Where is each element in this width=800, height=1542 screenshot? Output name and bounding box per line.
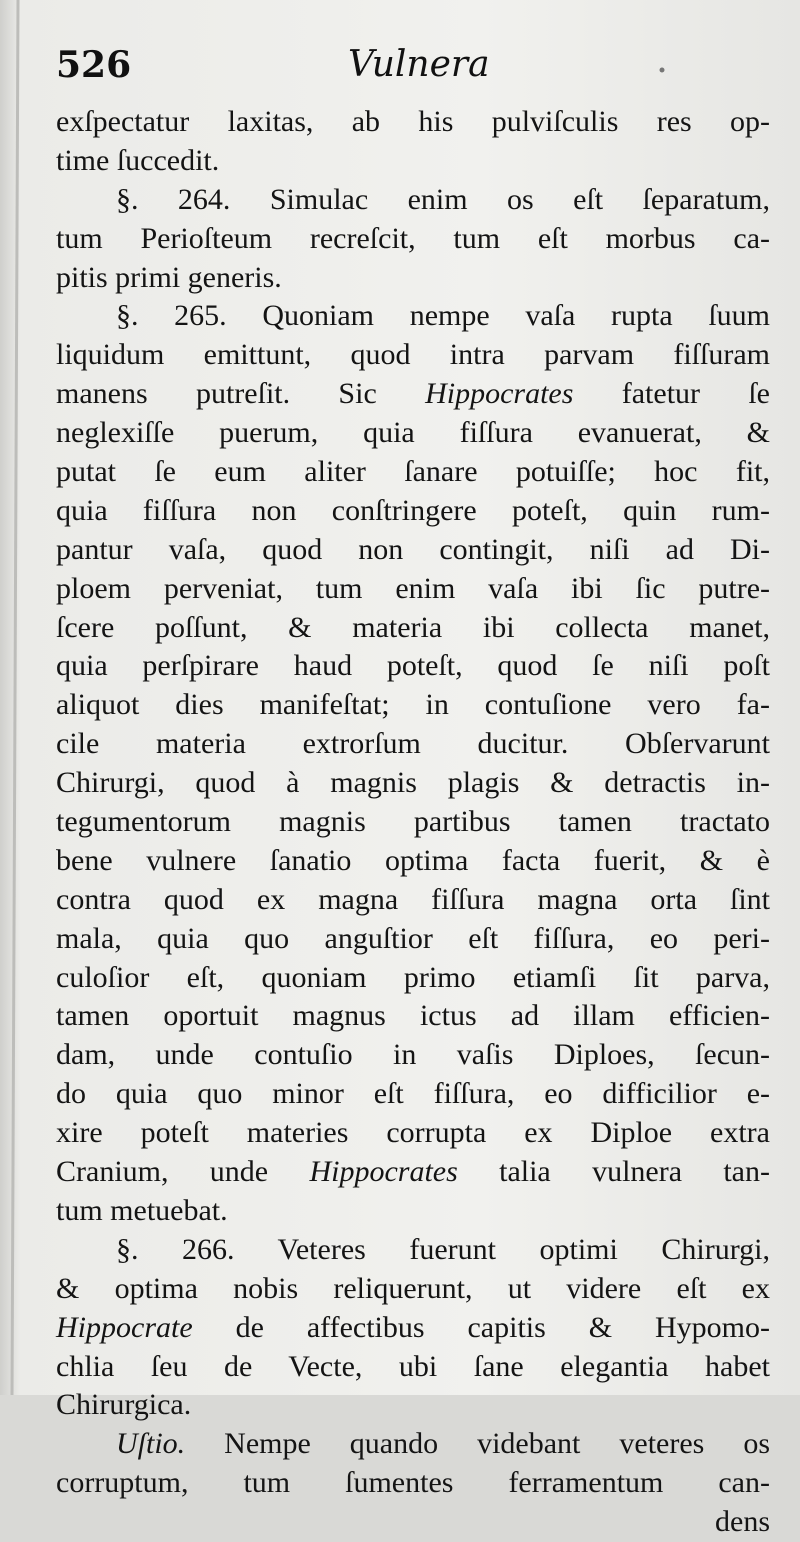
text-line: putat ſe eum aliter ſanare potuiſſe; hoc fit, xyxy=(56,455,770,489)
text-line: dam, unde contuſio in vaſis Diploes, ſecun- xyxy=(56,1038,770,1072)
binding-shadow xyxy=(12,0,18,1395)
text-line: bene vulnere ſanatio optima facta fuerit, & è xyxy=(56,843,770,877)
text-line: cile materia extrorſum ducitur. Obſervarunt xyxy=(56,727,770,761)
text-line: culoſior eſt, quoniam primo etiamſi ſit parva, xyxy=(56,960,770,994)
italic-name: Hippocrates xyxy=(309,1155,458,1189)
text-line: Chirurgica. xyxy=(56,1388,192,1422)
text-line: chlia ſeu de Vecte, ubi ſane elegantia habet xyxy=(56,1349,770,1383)
text-line: quia fiſſura non conſtringere poteſt, quin rum- xyxy=(56,493,770,527)
text-line: quia perſpirare haud poteſt, quod ſe niſi poſt xyxy=(56,649,770,683)
text-line: contra quod ex magna fiſſura magna orta ſint xyxy=(56,882,770,916)
text-line: tum Perioſteum recreſcit, tum eſt morbus ca- xyxy=(56,221,770,255)
text-line: Chirurgi, quod à magnis plagis & detractis in- xyxy=(56,766,770,800)
text-line: §. 265. Quoniam nempe vaſa rupta ſuum xyxy=(116,299,770,333)
italic-name: Uſtio. xyxy=(116,1427,186,1461)
text-line: ſcere poſſunt, & materia ibi collecta manet, xyxy=(56,610,770,644)
body-text xyxy=(56,103,770,1542)
text-line: Cranium, unde Hippocrates talia vulnera tan- xyxy=(56,1155,770,1189)
text-line: tegumentorum magnis partibus tamen tractato xyxy=(56,805,770,839)
text-line: liquidum emittunt, quod intra parvam fiſſuram xyxy=(56,338,770,372)
italic-name: Hippocrates xyxy=(425,377,574,411)
text-line: pitis primi generis. xyxy=(56,260,282,294)
text-line: Uſtio. Nempe quando videbant veteres os xyxy=(116,1427,770,1461)
running-head: Vulnera xyxy=(348,44,490,85)
text-line: time ſuccedit. xyxy=(56,143,220,177)
text-line: neglexiſſe puerum, quia fiſſura evanuerat, & xyxy=(56,416,770,450)
text-line: Hippocrate de affectibus capitis & Hypomo- xyxy=(56,1310,770,1344)
text-line: do quia quo minor eſt fiſſura, eo difficilior e- xyxy=(56,1077,770,1111)
text-line: & optima nobis reliquerunt, ut videre eſt ex xyxy=(56,1271,770,1305)
italic-name: Hippocrate xyxy=(56,1310,193,1344)
catchword: dens xyxy=(715,1505,770,1539)
text-line: pantur vaſa, quod non contingit, niſi ad Di- xyxy=(56,532,770,566)
text-line: exſpectatur laxitas, ab his pulviſculis res op- xyxy=(56,105,770,138)
text-line: tum metuebat. xyxy=(56,1193,228,1227)
text-line: ploem perveniat, tum enim vaſa ibi ſic putre- xyxy=(56,571,770,605)
text-line: manens putreſit. Sic Hippocrates fatetur ſe xyxy=(56,377,770,411)
text-line: tamen oportuit magnus ictus ad illam efficien- xyxy=(56,999,770,1033)
text-line: §. 266. Veteres fuerunt optimi Chirurgi, xyxy=(116,1232,770,1266)
text-line: aliquot dies manifeſtat; in contuſione vero fa- xyxy=(56,688,770,722)
text-line: xire poteſt materies corrupta ex Diploe extra xyxy=(56,1116,770,1150)
text-line: corruptum, tum ſumentes ferramentum can- xyxy=(56,1466,770,1500)
text-line: §. 264. Simulac enim os eſt ſeparatum, xyxy=(116,182,770,216)
page-number: 526 xyxy=(56,44,132,86)
text-line: mala, quia quo anguſtior eſt fiſſura, eo peri- xyxy=(56,921,770,955)
page-header xyxy=(56,44,776,94)
